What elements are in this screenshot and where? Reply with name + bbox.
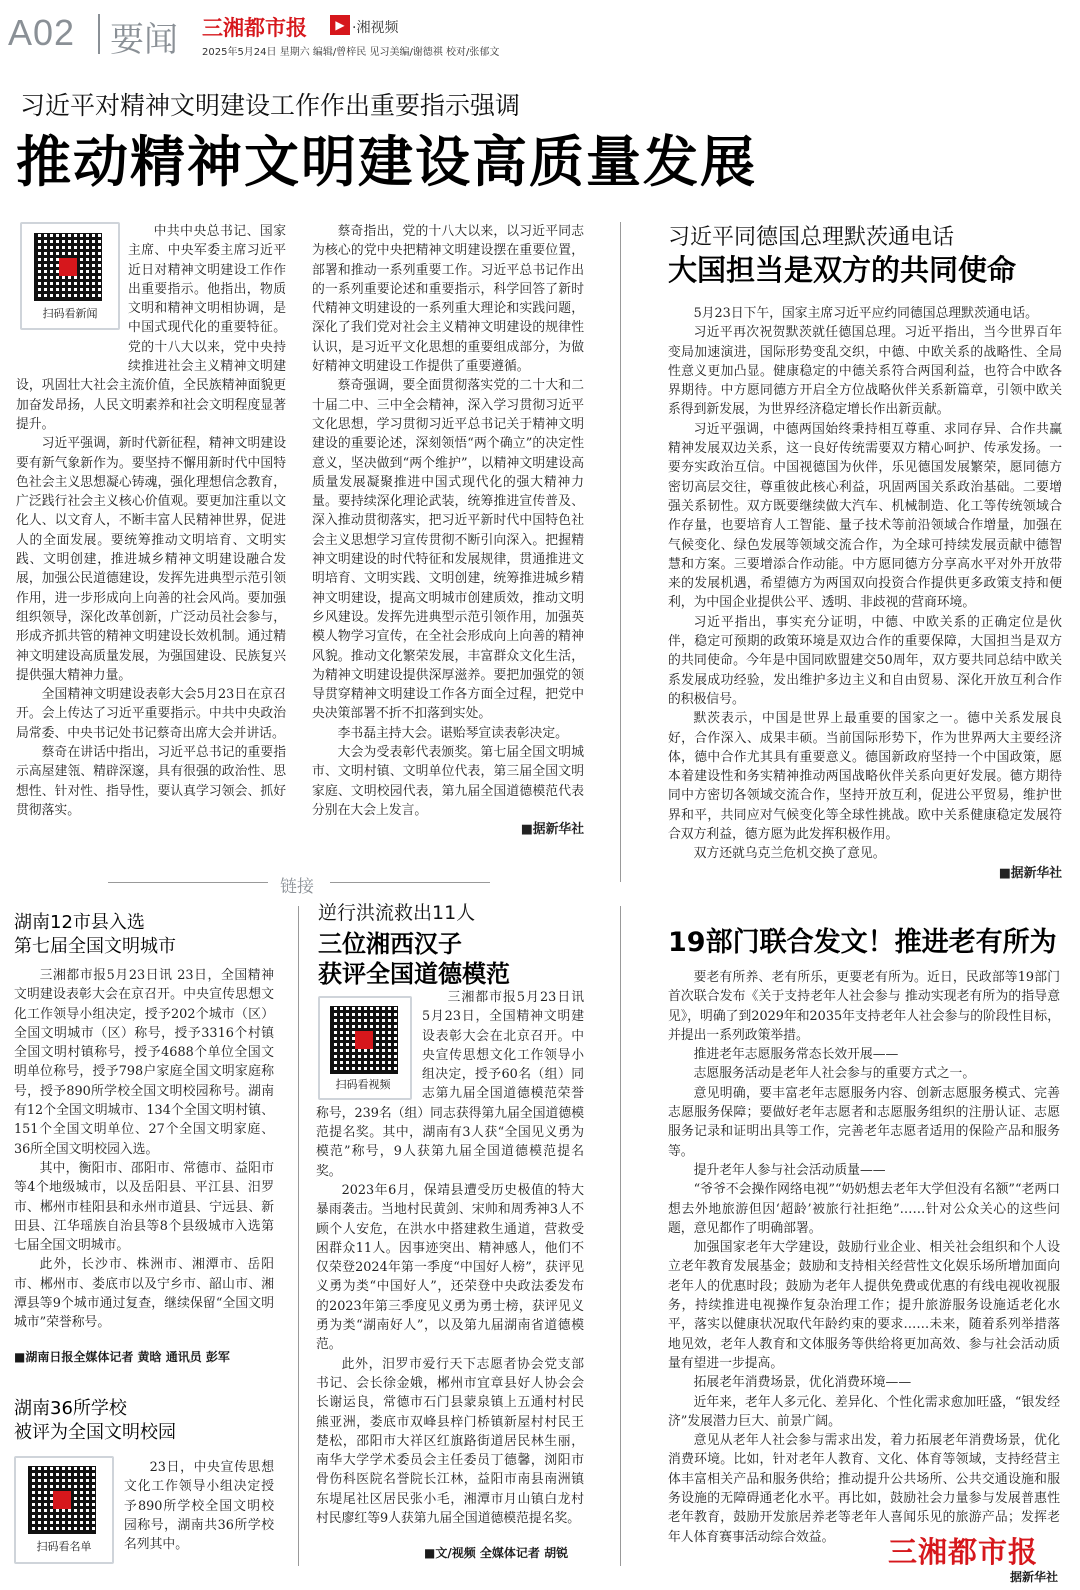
page-number: A02 bbox=[8, 12, 76, 53]
story-b-p1: 23日，中央宣传思想文化工作领导小组决定授予890所学校全国文明校园称号，湖南共36所学校名列其中。 bbox=[124, 1460, 274, 1553]
footer-logo: 三湘都市报 bbox=[884, 1530, 1042, 1571]
column-divider bbox=[620, 222, 621, 882]
section-name: 要闻 bbox=[110, 20, 178, 60]
story-d-p6: “爷爷不会操作网络电视”“奶奶想去老年大学但没有名额”“老两口想去外地旅游但因‘超龄’被旅行社拒绝”……针对公众关心的这些问题，意见都作了明确部署。 bbox=[668, 1182, 1060, 1236]
story-d-credit: 据新华社 bbox=[1010, 1570, 1059, 1584]
story-d-body bbox=[668, 968, 1060, 1545]
column-divider bbox=[620, 906, 621, 1566]
story-a-headline-2: 第七届全国文明城市 bbox=[14, 936, 176, 957]
story-a-p1: 三湘都市报5月23日讯 23日，全国精神文明建设表彰大会在京召开。中央宣传思想文化工作领导小组决定，授予202个城市（区）全国文明城市（区）称号，授予3316个村镇全国文明村镇称号，授予4688个单位全国文明单位称号，授予798户家庭全国文明家庭称号，授予890所学校全国文明校园称号。湖南有12个全国文明城市、134个全国文明村镇、151个全国文明单位、27个全国文明家庭、36所全国文明校园入选。 bbox=[14, 968, 274, 1157]
story-d-headline: 19部门联合发文！推进老有所为 bbox=[668, 927, 1057, 958]
lead-col2-p4: 大会为受表彰代表颁奖。第七届全国文明城市、文明村镇、文明单位代表，第三届全国文明家庭、文明校园代表，第九届全国道德模范代表分别在大会上发言。 bbox=[312, 745, 584, 818]
qr-label-news: 扫码看新闻 bbox=[42, 307, 98, 320]
story-c-credit: ■文/视频 全媒体记者 胡锐 bbox=[424, 1546, 569, 1560]
story-a-p2: 其中，衡阳市、邵阳市、常德市、益阳市等4个地级城市，以及岳阳县、平江县、汨罗市、郴州市桂阳县和永州市道县、宁远县、新田县、江华瑶族自治县等8个县级城市入选第七届全国文明城市。 bbox=[14, 1160, 274, 1254]
story-c-p2: 2023年6月，保靖县遭受历史极值的特大暴雨袭击。当地村民黄剑、宋帅和周秀神3人不顾个人安危，在洪水中搭建救生通道，营救受困群众11人。因事迹突出、精神感人，他们不仅荣登2024年第一季度“中国好人榜”，获评见义勇为类“中国好人”，还荣登中央政法委发布的2023年第三季度见义勇为勇士榜，获评见义勇为类“湖南好人”，以及第九届湖南省道德模范。 bbox=[316, 1182, 584, 1353]
right-p2: 习近平再次祝贺默茨就任德国总理。习近平指出，当今世界百年变局加速演进，国际形势变乱交织，中德、中欧关系的战略性、全局性意义更加凸显。健康稳定的中德关系符合两国利益，也符合中欧各界期待。中方愿同德方开启全方位战略伙伴关系新篇章，引领中欧关系得到新发展，为世界经济稳定增长作出新贡献。 bbox=[668, 325, 1062, 418]
story-d-p7: 加强国家老年大学建设，鼓励行业企业、相关社会组织和个人设立老年教育发展基金；鼓励和支持相关经营性文化娱乐场所增加面向老年人的优惠时段；鼓励为老年人提供免费或优惠的有线电视收视服务，持续推进电视操作复杂治理工作；提升旅游服务设施适老化水平，落实以健康状况取代年龄约束的要求……未来，随着系列举措落地见效，老年人教育和文体服务等供给将更加高效、参与社会活动质量有望进一步提高。 bbox=[668, 1240, 1060, 1371]
lead-col2 bbox=[312, 222, 584, 852]
masthead-divider bbox=[98, 14, 100, 54]
story-b-body bbox=[124, 1458, 274, 1558]
link-label: 链接 bbox=[280, 877, 314, 897]
qr-label-video: 扫码看视频 bbox=[335, 1078, 391, 1091]
story-c-headline-2: 获评全国道德模范 bbox=[318, 960, 510, 988]
video-logo-icon: ▶ bbox=[330, 15, 350, 35]
story-c-kicker: 逆行洪流救出11人 bbox=[318, 902, 476, 924]
right-kicker: 习近平同德国总理默茨通电话 bbox=[668, 225, 955, 250]
lead-kicker: 习近平对精神文明建设工作作出重要指示强调 bbox=[20, 91, 521, 120]
story-c-p3: 此外，汨罗市爱行天下志愿者协会党支部书记、会长徐金娥，郴州市宜章县好人协会会长谢运良，常德市石门县蒙泉镇上五通村村民熊亚洲，娄底市双峰县梓门桥镇新屋村村民王楚松，邵阳市大祥区红旗路街道居民林生丽，南华大学学术委员会主任委员丁德馨，浏阳市骨伤科医院名誉院长江林，益阳市南县南洲镇东堤尾社区居民张小毛，湘潭市月山镇白龙村村民廖红等9人获第九届全国道德模范提名奖。 bbox=[316, 1356, 584, 1527]
story-a-credit: ■湖南日报全媒体记者 黄晗 通讯员 彭军 bbox=[14, 1350, 230, 1364]
right-p4: 习近平指出，事实充分证明，中德、中欧关系的正确定位是伙伴，稳定可预期的政策环境是双边合作的重要保障，大国担当是双方的共同使命。今年是中国同欧盟建交50周年，双方要共同总结中欧关系发展成功经验，发出维护多边主义和自由贸易、深化开放互利合作的积极信号。 bbox=[668, 614, 1062, 707]
lead-headline: 推动精神文明建设高质量发展 bbox=[16, 130, 758, 194]
lead-col1-p3: 全国精神文明建设表彰大会5月23日在京召开。会上传达了习近平重要指示。中共中央政治局常委、中央书记处书记蔡奇出席大会并讲话。 bbox=[16, 687, 286, 741]
story-d-p5: 提升老年人参与社会活动质量—— bbox=[693, 1162, 886, 1178]
story-a-headline-1: 湖南12市县入选 bbox=[14, 912, 145, 933]
story-d-p2: 推进老年志愿服务常态长效开展—— bbox=[693, 1047, 899, 1063]
lead-col2-p1: 蔡奇指出，党的十八大以来，以习近平同志为核心的党中央把精神文明建设摆在重要位置，部署和推动一系列重要工作。习近平总书记作出的一系列重要论述和重要指示，科学回答了新时代精神文明建设的一系列重大理论和实践问题，深化了我们党对社会主义精神文明建设的规律性认识，是习近平文化思想的重要组成部分，为做好精神文明建设工作提供了重要遵循。 bbox=[312, 224, 584, 375]
column-divider bbox=[298, 906, 299, 1566]
right-credit: ■据新华社 bbox=[998, 865, 1062, 881]
story-d-p1: 要老有所养、老有所乐，更要老有所为。近日，民政部等19部门首次联合发布《关于支持老年人社会参与 推动实现老有所为的指导意见》，明确了到2029年和2035年支持老年人社会参与的阶段性目标，并提出一系列政策举措。 bbox=[668, 970, 1060, 1043]
story-c-body bbox=[316, 988, 584, 1538]
right-p1: 5月23日下午，国家主席习近平应约同德国总理默茨通电话。 bbox=[693, 306, 1038, 321]
right-p6: 双方还就乌克兰危机交换了意见。 bbox=[693, 846, 886, 862]
story-a-body bbox=[14, 966, 274, 1366]
story-d-p8: 拓展老年消费场景，优化消费环境—— bbox=[693, 1375, 912, 1391]
qr-code-list[interactable] bbox=[28, 1466, 96, 1534]
qr-label-list: 扫码看名单 bbox=[36, 1540, 92, 1553]
lead-col2-credit: ■据新华社 bbox=[520, 822, 584, 838]
right-p5: 默茨表示，中国是世界上最重要的国家之一。德中关系发展良好，合作深入、成果丰硕。当前国际形势下，作为世界两大主要经济体，德中合作尤其具有重要意义。德国新政府坚持一个中国政策，愿本着建设性和务实精神推动两国战略伙伴关系向更好发展。德方期待同中方密切各领域交流合作，坚持开放互利，促进公平贸易，维护世界和平，共同应对气候变化等全球性挑战。欧中关系健康稳定发展符合双方利益，德方愿为此发挥积极作用。 bbox=[668, 711, 1062, 843]
qr-float-spacer bbox=[316, 988, 422, 1102]
story-c-headline-1: 三位湘西汉子 bbox=[318, 930, 462, 958]
story-d-p3: 志愿服务活动是老年人社会参与的重要方式之一。 bbox=[693, 1066, 976, 1082]
video-badge: ·湘视频 bbox=[352, 20, 399, 36]
qr-center-logo bbox=[53, 1491, 71, 1509]
story-a-p3: 此外，长沙市、株洲市、湘潭市、岳阳市、郴州市、娄底市以及宁乡市、韶山市、湘潭县等9个城市通过复查，继续保留“全国文明城市”荣誉称号。 bbox=[14, 1257, 274, 1331]
story-b-headline-1: 湖南36所学校 bbox=[14, 1398, 127, 1419]
lead-col1 bbox=[16, 222, 286, 852]
right-p3: 习近平强调，中德两国始终秉持相互尊重、求同存异、合作共赢精神发展双边关系，这一良好传统需要双方精心呵护、传承发扬。一要夯实政治互信。中国视德国为伙伴，乐见德国发展繁荣，愿同德方密切高层交往，尊重彼此核心利益，巩固两国关系政治基础。二要增强关系韧性。双方既要继续做大汽车、机械制造、化工等传统领域合作存量，也要培育人工智能、量子技术等前沿领域合作增量，加强在气候变化、绿色发展等领域交流合作，为全球可持续发展贡献中德智慧和方案。三要增添合作动能。中方愿同德方分享高水平对外开放带来的发展机遇，希望德方为两国双向投资合作提供更多政策支持和便利，为中国企业提供公平、透明、非歧视的营商环境。 bbox=[668, 421, 1062, 611]
link-rule-left bbox=[108, 882, 268, 883]
story-d-p9: 近年来，老年人多元化、差异化、个性化需求愈加旺盛，“银发经济”发展潜力巨大、前景广阔。 bbox=[668, 1394, 1060, 1429]
right-story-body bbox=[668, 304, 1062, 881]
story-d-p4: 意见明确，要丰富老年志愿服务内容、创新志愿服务模式、完善志愿服务保障；要做好老年志愿者和志愿服务组织的注册认证、志愿服务记录和证明出具等工作，完善老年志愿者适用的保险产品和服务等。 bbox=[668, 1085, 1060, 1159]
link-rule-right bbox=[330, 882, 490, 883]
lead-col2-p2: 蔡奇强调，要全面贯彻落实党的二十大和二十届二中、三中全会精神，深入学习贯彻习近平文化思想，学习贯彻习近平总书记关于精神文明建设的重要论述，深刻领悟“两个确立”的决定性意义，坚决做到“两个维护”，以精神文明建设高质量发展凝聚推进中国式现代化的强大精神力量。要持续深化理论武装，统筹推进宣传普及、深入推动贯彻落实，把习近平新时代中国特色社会主义思想学习宣传贯彻不断引向深入。把握精神文明建设的时代特征和发展规律，贯通推进文明培育、文明实践、文明创建，统筹推进城乡精神文明建设，提高文明城市创建质效，推动文明乡风建设。发挥先进典型示范引领作用，加强英模人物学习宣传，在全社会形成向上向善的精神风貌。推动文化繁荣发展，丰富群众文化生活，为精神文明建设提供深厚滋养。要把加强党的领导贯穿精神文明建设工作各方面全过程，把党中央决策部署不折不扣落到实处。 bbox=[312, 378, 584, 722]
lead-col1-p4: 蔡奇在讲话中指出，习近平总书记的重要指示高屋建瓴、精辟深邃，具有很强的政治性、思想性、针对性、指导性，要认真学习领会、抓好贯彻落实。 bbox=[16, 745, 286, 818]
qr-float-spacer bbox=[16, 222, 128, 362]
story-c-p1: 三湘都市报5月23日讯 5月23日，全国精神文明建设表彰大会在北京召开。中央宣传思想文化工作领导小组决定，授予60名（组）同志第九届全国道德模范荣誉称号，239名（组）同志获得第九届全国道德模范提名奖。其中，湖南有3人获“全国见义勇为模范”称号，9人获第九届全国道德模范提名奖。 bbox=[316, 990, 584, 1179]
story-d-p10: 意见从老年人社会参与需求出发，着力拓展老年消费场景，优化消费环境。比如，针对老年人教育、文化、体育等领域，支持经营主体丰富相关产品和服务供给；推动提升公共场所、公共交通设施和服务设施的无障碍通老化水平。再比如，鼓励社会力量参与发展普惠性老年教育，鼓励开发旅居养老等老年人喜闻乐见的旅游产品；发挥老年人体育赛事活动综合效益。 bbox=[668, 1433, 1060, 1545]
right-headline: 大国担当是双方的共同使命 bbox=[668, 253, 1017, 287]
lead-col1-p2: 习近平强调，新时代新征程，精神文明建设要有新气象新作为。要坚持不懈用新时代中国特色社会主义思想凝心铸魂，强化理想信念教育，广泛践行社会主义核心价值观。要更加注重以文化人、以文育人，不断丰富人民精神世界，促进人的全面发展。要统筹推动文明培育、文明实践、文明创建，推进城乡精神文明建设融合发展，加强公民道德建设，发挥先进典型示范引领作用，进一步形成向上向善的社会风尚。要加强组织领导，深化改革创新，广泛动员社会参与，形成齐抓共管的精神文明建设长效机制。通过精神文明建设高质量发展，为强国建设、民族复兴提供强大精神力量。 bbox=[16, 436, 286, 683]
date-line: 2025年5月24日 星期六 编辑/曾梓民 见习美编/谢德祺 校对/张郁文 bbox=[202, 47, 500, 58]
lead-col1-p1: 中共中央总书记、国家主席、中央军委主席习近平近日对精神文明建设工作作出重要指示。他指出，物质文明和精神文明相协调，是中国式现代化的重要特征。党的十八大以来，党中央持续推进社会主义精神文明建设，巩固壮大社会主流价值，全民族精神面貌更加奋发昂扬，人民文明素养和社会文明程度显著提升。 bbox=[16, 224, 286, 432]
story-b-headline-2: 被评为全国文明校园 bbox=[14, 1422, 176, 1443]
masthead bbox=[0, 0, 1080, 62]
paper-name: 三湘都市报 bbox=[202, 16, 307, 40]
lead-col2-p3: 李书磊主持大会。谌贻琴宣读表彰决定。 bbox=[337, 725, 568, 741]
